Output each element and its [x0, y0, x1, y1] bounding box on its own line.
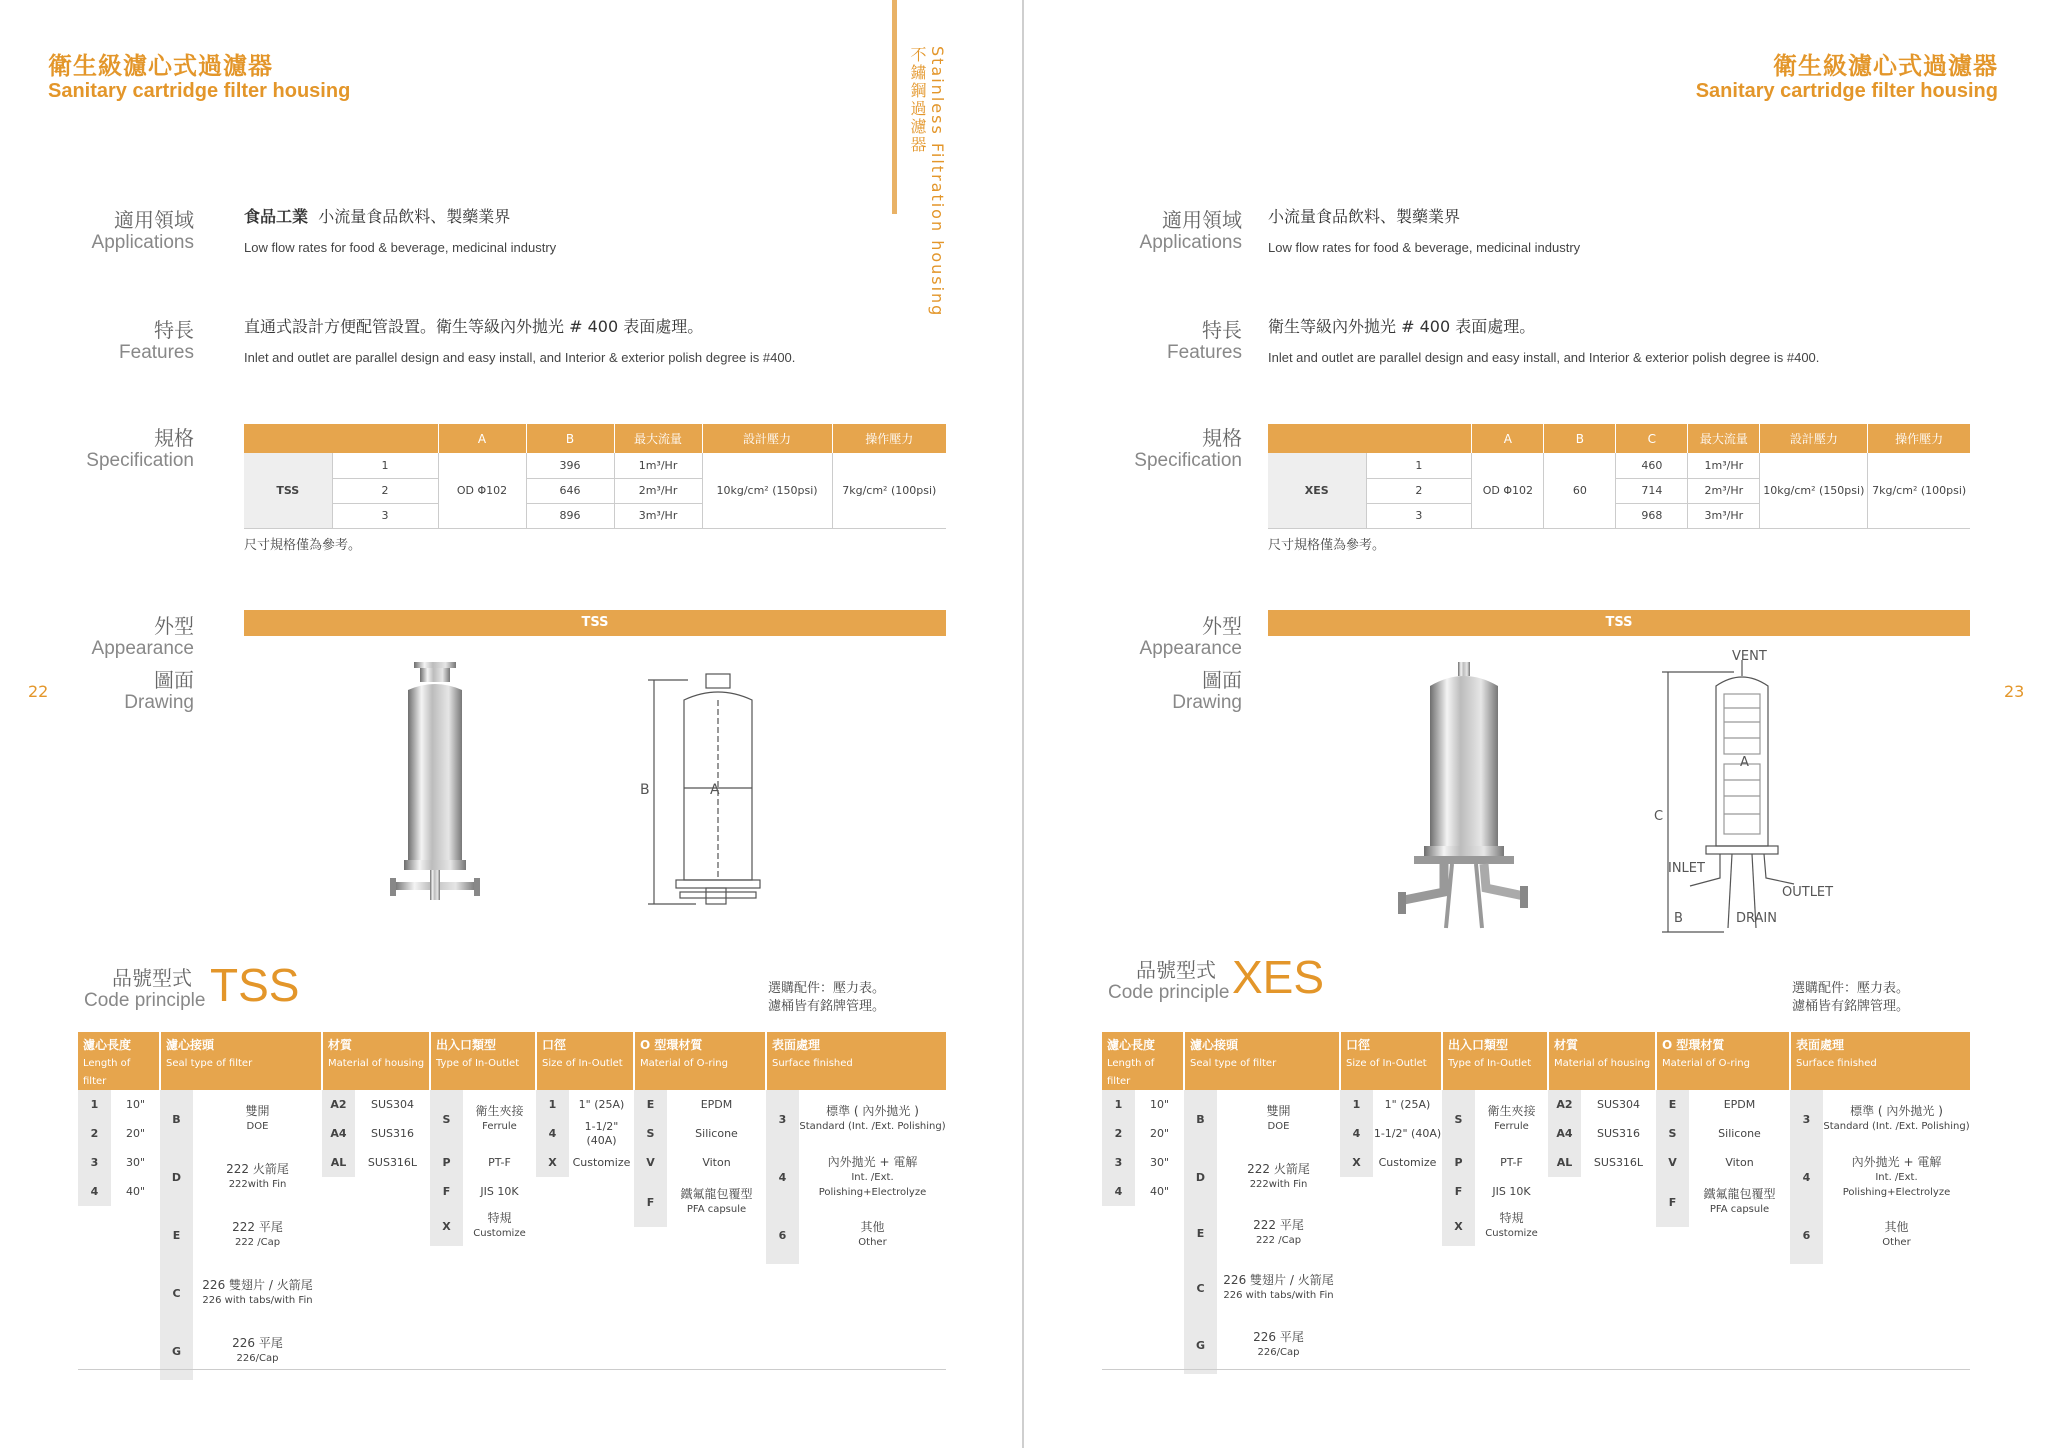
- appearance-label-en: Appearance: [1139, 638, 1242, 659]
- appearance-label-en: Appearance: [91, 638, 194, 659]
- spec-label-zh: 規格: [1202, 426, 1242, 450]
- drawing-label-en: Drawing: [1172, 692, 1242, 713]
- spec-label-en: Specification: [86, 450, 194, 471]
- model-bar: TSS: [1268, 610, 1970, 636]
- features-text-zh: 衛生等級內外拋光 # 400 表面處理。: [1268, 317, 1536, 336]
- applications-label-zh: 適用領域: [1162, 208, 1242, 232]
- page-number: 23: [2004, 682, 2025, 701]
- size-column: 1 1" (25A) 4 1-1/2" (40A) X Customize: [536, 1090, 634, 1380]
- drawing-tss: [640, 670, 770, 920]
- side-title-en: Stainless Filtration housing: [928, 46, 947, 318]
- applications-text-en: Low flow rates for food & beverage, medicinal industry: [1268, 240, 1581, 255]
- length-column: 1 10" 2 20" 3 30" 4 40": [1102, 1090, 1184, 1374]
- page-title-zh: 衛生級濾心式過濾器: [48, 52, 273, 80]
- options-note: 選購配件：壓力表。 濾桶皆有銘牌管理。: [1792, 981, 1910, 1014]
- spec-table: A B 最大流量 設計壓力 操作壓力 TSS 1 OD Φ102 396 1m³/Hr 10kg/cm² (150psi) 7kg/cm² (100psi) 2 646 2m³/Hr 3 896 3m³/Hr: [244, 424, 946, 529]
- oring-column: E EPDM S Silicone V Viton F 鐵氟龍包覆型 PFA capsule: [634, 1090, 766, 1380]
- surface-column: 3 標準 ( 內外拋光 ) Standard (Int. /Ext. Polishing) 4 內外拋光 + 電解 Int. /Ext. Polishing+Electrolyze 6 其他 Other: [1790, 1090, 1970, 1374]
- applications-label-en: Applications: [1139, 232, 1242, 253]
- code-label-en: Code principle: [1108, 982, 1230, 1003]
- inlet-label: INLET: [1668, 861, 1705, 876]
- spec-label-zh: 規格: [154, 426, 194, 450]
- features-text-en: Inlet and outlet are parallel design and easy install, and Interior & exterior polish degree is #400.: [244, 350, 796, 365]
- spec-note: 尺寸規格僅為參考。: [1268, 538, 1386, 553]
- page-title-zh: 衛生級濾心式過濾器: [1773, 52, 1998, 80]
- connection-column: S 衛生夾接 Ferrule P PT-F F JIS 10K X 特規 Customize: [1442, 1090, 1548, 1374]
- spec-note: 尺寸規格僅為參考。: [244, 538, 362, 553]
- options-note: 選購配件：壓力表。 濾桶皆有銘牌管理。: [768, 981, 886, 1014]
- appearance-label-zh: 外型: [1202, 614, 1242, 638]
- applications-text-zh: 食品工業 小流量食品飲料、製藥業界: [244, 207, 511, 226]
- model-bar: TSS: [244, 610, 946, 636]
- seal-column: B 雙開 DOE D 222 火箭尾 222with Fin E 222 平尾 222 /Cap C 226 雙翅片 / 火箭尾 226 with tabs/with Fin G 226 平尾 226/Cap: [160, 1090, 322, 1380]
- code-table: 濾心長度 Length of filter 濾心接頭 Seal type of filter 材質 Material of housing 出入口類型 Type of In-Outlet 口徑 Size of In-Outlet O 型環材質 Material of O-ring 表面處理 Surface finished 1 10" 2 20" 3 30" 4 40" B 雙開 DOE D 222 火箭尾 222with Fin E 222 平尾 222 /Cap C 226 雙翅片 / 火箭尾 226 with tabs/with Fin G 226 平尾 226/Cap A2 SUS304 A4 SUS316 AL SUS316L S 衛生夾接 Ferrule P PT-F F JIS 10K X 特規 Customize 1 1" (25A) 4 1-1/2" (40A) X Customize E EPDM S Silicone V Viton F 鐵氟龍包覆型 PFA capsule 3 標準 ( 內外拋光 ) Standard (Int. /Ext. Polishing) 4 內外拋光 + 電解 Int. /Ext. Polishing+Electrolyze 6 其他 Other: [78, 1032, 946, 1380]
- applications-text-en: Low flow rates for food & beverage, medicinal industry: [244, 240, 557, 255]
- features-label-zh: 特長: [154, 318, 194, 342]
- connection-column: S 衛生夾接 Ferrule P PT-F F JIS 10K X 特規 Customize: [430, 1090, 536, 1380]
- material-column: A2 SUS304 A4 SUS316 AL SUS316L: [1548, 1090, 1656, 1374]
- applications-label-zh: 適用領域: [114, 208, 194, 232]
- features-text-en: Inlet and outlet are parallel design and easy install, and Interior & exterior polish degree is #400.: [1268, 350, 1820, 365]
- features-label-zh: 特長: [1202, 318, 1242, 342]
- drawing-label-zh: 圖面: [154, 668, 194, 692]
- side-title-zh: 不鏽鋼過濾器: [908, 46, 927, 154]
- code-label-zh: 品號型式: [112, 966, 192, 990]
- code-model: XES: [1232, 951, 1325, 1003]
- material-column: A2 SUS304 A4 SUS316 AL SUS316L: [322, 1090, 430, 1380]
- bottom-rule: [78, 1369, 946, 1370]
- drawing-xes: [1654, 646, 1834, 936]
- outlet-label: OUTLET: [1782, 885, 1834, 900]
- features-label-en: Features: [119, 342, 194, 363]
- spec-table: A B C 最大流量 設計壓力 操作壓力 XES 1 OD Φ102 60 460 1m³/Hr 10kg/cm² (150psi) 7kg/cm² (100psi) 2 714 2m³/Hr 3 968 3m³/Hr: [1268, 424, 1970, 529]
- vent-label: VENT: [1732, 649, 1767, 664]
- dimension-b: B: [1674, 911, 1683, 926]
- length-column: 1 10" 2 20" 3 30" 4 40": [78, 1090, 160, 1380]
- code-label-en: Code principle: [84, 990, 206, 1011]
- appearance-label-zh: 外型: [154, 614, 194, 638]
- dimension-b: B: [640, 782, 650, 798]
- drawing-label-en: Drawing: [124, 692, 194, 713]
- drawing-label-zh: 圖面: [1202, 668, 1242, 692]
- page-title-en: Sanitary cartridge filter housing: [48, 80, 351, 102]
- page-title-en: Sanitary cartridge filter housing: [1695, 80, 1998, 102]
- product-photo-xes: [1374, 660, 1554, 940]
- dimension-a: A: [1740, 755, 1749, 770]
- page-number: 22: [28, 682, 49, 701]
- bottom-rule: [1102, 1369, 1970, 1370]
- applications-label-en: Applications: [91, 232, 194, 253]
- seal-column: B 雙開 DOE D 222 火箭尾 222with Fin E 222 平尾 222 /Cap C 226 雙翅片 / 火箭尾 226 with tabs/with Fin G 226 平尾 226/Cap: [1184, 1090, 1340, 1374]
- surface-column: 3 標準 ( 內外拋光 ) Standard (Int. /Ext. Polishing) 4 內外拋光 + 電解 Int. /Ext. Polishing+Electrolyze 6 其他 Other: [766, 1090, 946, 1380]
- oring-column: E EPDM S Silicone V Viton F 鐵氟龍包覆型 PFA capsule: [1656, 1090, 1790, 1374]
- dimension-c: C: [1654, 809, 1664, 824]
- dimension-a: A: [710, 782, 720, 798]
- product-photo-tss: [380, 660, 500, 920]
- code-label-zh: 品號型式: [1136, 958, 1216, 982]
- spec-label-en: Specification: [1134, 450, 1242, 471]
- code-model: TSS: [210, 959, 300, 1011]
- features-label-en: Features: [1167, 342, 1242, 363]
- size-column: 1 1" (25A) 4 1-1/2" (40A) X Customize: [1340, 1090, 1442, 1374]
- code-table: 濾心長度 Length of filter 濾心接頭 Seal type of filter 口徑 Size of In-Outlet 出入口類型 Type of In-Outlet 材質 Material of housing O 型環材質 Material of O-ring 表面處理 Surface finished 1 10" 2 20" 3 30" 4 40" B 雙開 DOE D 222 火箭尾 222with Fin E 222 平尾 222 /Cap C 226 雙翅片 / 火箭尾 226 with tabs/with Fin G 226 平尾 226/Cap 1 1" (25A) 4 1-1/2" (40A) X Customize S 衛生夾接 Ferrule P PT-F F JIS 10K X 特規 Customize A2 SUS304 A4 SUS316 AL SUS316L E EPDM S Silicone V Viton F 鐵氟龍包覆型 PFA capsule 3 標準 ( 內外拋光 ) Standard (Int. /Ext. Polishing) 4 內外拋光 + 電解 Int. /Ext. Polishing+Electrolyze 6 其他 Other: [1102, 1032, 1970, 1374]
- right-page: [1024, 0, 2048, 1448]
- applications-text-zh: 小流量食品飲料、製藥業界: [1268, 207, 1461, 226]
- features-text-zh: 直通式設計方便配管設置。衛生等級內外拋光 # 400 表面處理。: [244, 317, 704, 336]
- side-band: [892, 0, 897, 214]
- drain-label: DRAIN: [1736, 911, 1777, 926]
